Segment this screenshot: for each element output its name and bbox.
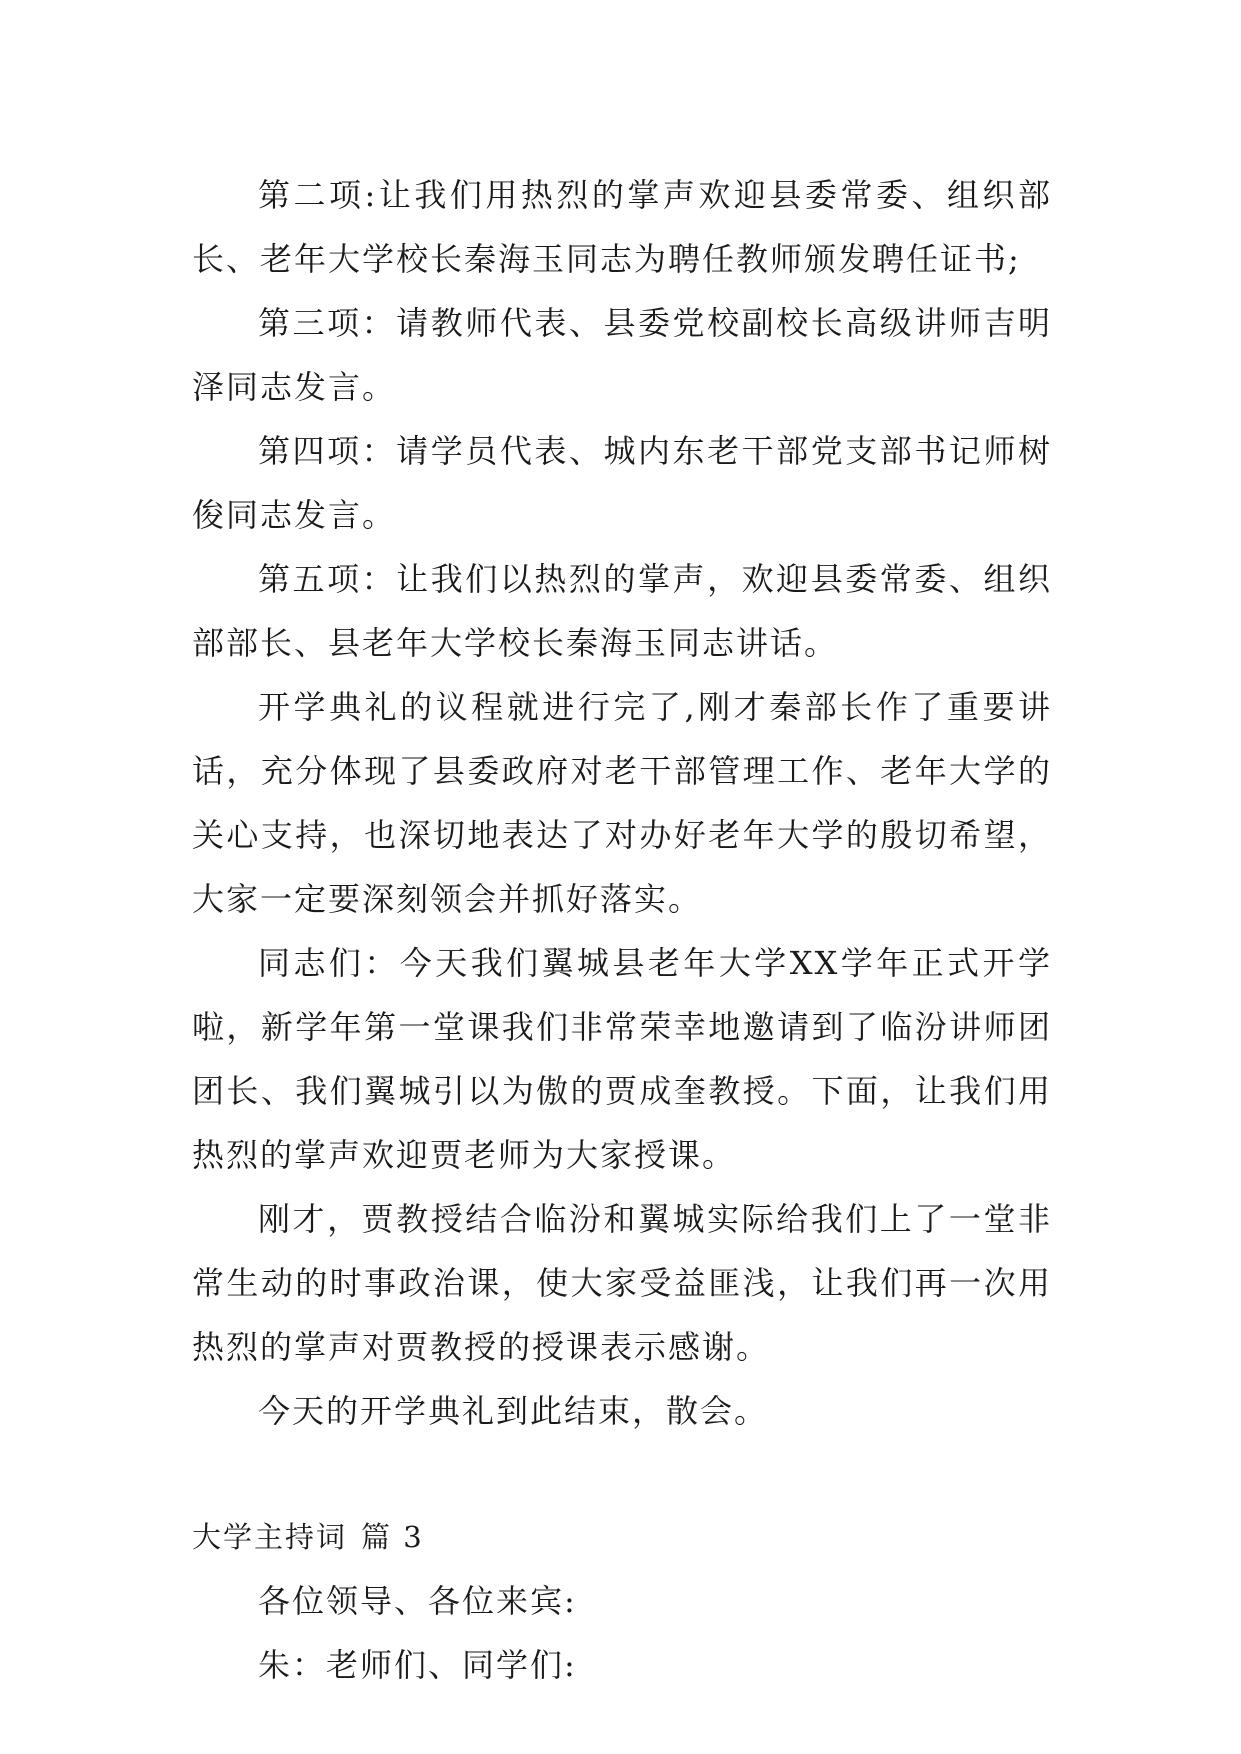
section-number: 篇 3 (361, 1520, 424, 1554)
paragraph-thanks: 刚才，贾教授结合临汾和翼城实际给我们上了一堂非常生动的时事政治课，使大家受益匪浅，让我们再一次用热烈的掌声对贾教授的授课表示感谢。 (192, 1200, 1052, 1366)
section-title: 大学主持词 (192, 1520, 348, 1554)
section-spacer (192, 1443, 1052, 1505)
paragraph-lecture-intro: 同志们：今天我们翼城县老年大学XX学年正式开学啦，新学年第一堂课我们非常荣幸地邀请到了临汾讲师团团长、我们翼城引以为傲的贾成奎教授。下面，让我们用热烈的掌声欢迎贾老师为大家授课。 (192, 944, 1052, 1174)
paragraph-item-2: 第二项:让我们用热烈的掌声欢迎县委常委、组织部长、老年大学校长秦海玉同志为聘任教师颁发聘任证书; (192, 176, 1052, 278)
document-body (192, 163, 1052, 1697)
paragraph-adjourn: 今天的开学典礼到此结束，散会。 (258, 1392, 769, 1430)
paragraph-closing-remarks: 开学典礼的议程就进行完了,刚才秦部长作了重要讲话，充分体现了县委政府对老干部管理工作、老年大学的关心支持，也深切地表达了对办好老年大学的殷切希望，大家一定要深刻领会并抓好落实。 (192, 688, 1052, 918)
salutation-teachers: 朱：老师们、同学们: (258, 1646, 577, 1684)
paragraph-item-5: 第五项：让我们以热烈的掌声，欢迎县委常委、组织部部长、县老年大学校长秦海玉同志讲话。 (192, 560, 1052, 662)
paragraph-item-3: 第三项：请教师代表、县委党校副校长高级讲师吉明泽同志发言。 (192, 304, 1052, 406)
salutation-leaders: 各位领导、各位来宾: (258, 1582, 577, 1620)
paragraph-item-4: 第四项：请学员代表、城内东老干部党支部书记师树俊同志发言。 (192, 432, 1052, 534)
section-heading (192, 1505, 1052, 1569)
